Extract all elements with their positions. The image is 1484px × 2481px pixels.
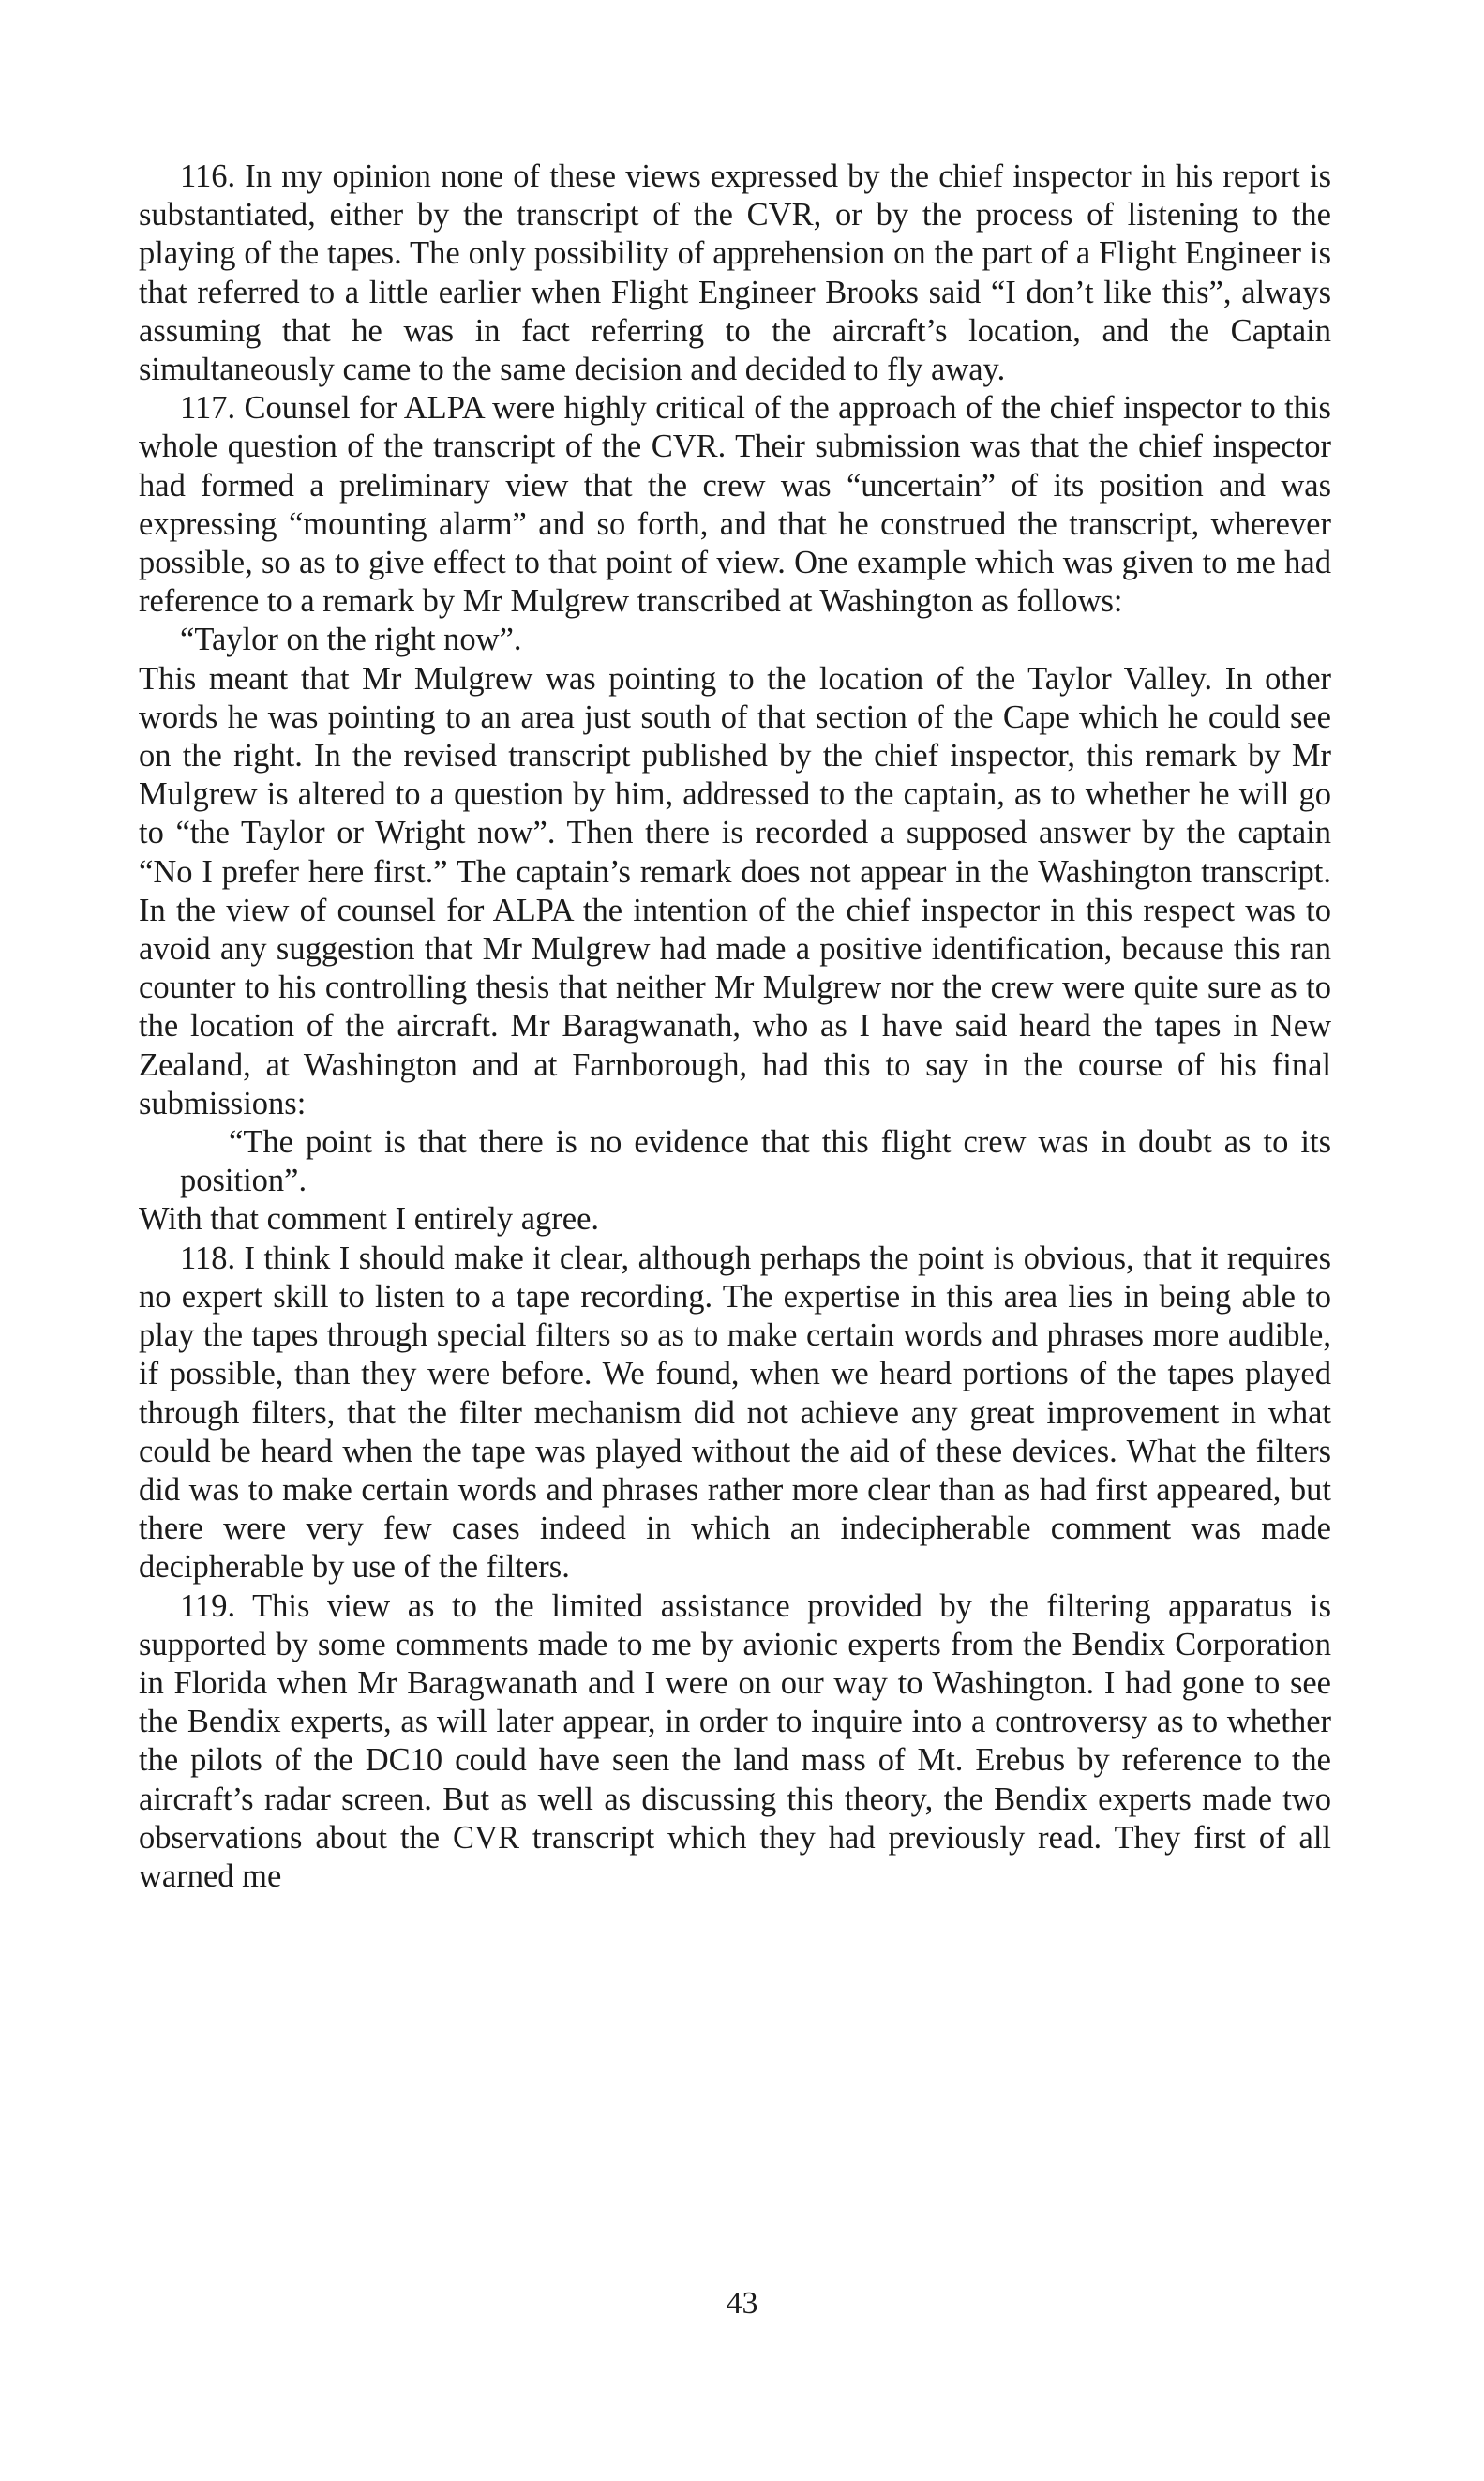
paragraph-117: 117. Counsel for ALPA were highly critical of the approach of the chief inspector to this whole question of the transcript of the CVR. Their submission was that the chief inspector had formed a preliminary view that the crew was “uncertain” of its position and was expressing “mounting alarm” and so forth, and that he construed the transcript, wherever possible, so as to give effect to that point of view. One example which was given to me had reference to a remark by Mr Mulgrew transcribed at Washington as follows: <box>139 390 1331 620</box>
paragraph-119: 119. This view as to the limited assistance provided by the filtering apparatus is supported by some comments made to me by avionic experts from the Bendix Corporation in Florida when Mr Baragwanath and I were on our way to Washington. I had gone to see the Bendix experts, as will later appear, in order to inquire into a controversy as to whether the pilots of the DC10 could have seen the land mass of Mt. Erebus by reference to the aircraft’s radar screen. But as well as discussing this theory, the Bendix experts made two observations about the CVR transcript which they had previously read. They first of all warned me <box>139 1587 1331 1894</box>
block-quote: “The point is that there is no evidence that this flight crew was in doubt as to its position”. <box>180 1124 1331 1199</box>
paragraph-117-continuation: This meant that Mr Mulgrew was pointing to the location of the Taylor Valley. In other words he was pointing to an area just south of that section of the Cape which he could see on the right. In the revised transcript published by the chief inspector, this remark by Mr Mulgrew is altered to a question by him, addressed to the captain, as to whether he will go to “the Taylor or Wright now”. Then there is recorded a supposed answer by the captain “No I prefer here first.” The captain’s remark does not appear in the Washington transcript. In the view of counsel for ALPA the intention of the chief inspector in this respect was to avoid any suggestion that Mr Mulgrew had made a positive identification, because this ran counter to his controlling thesis that neither Mr Mulgrew nor the crew were quite sure as to the location of the aircraft. Mr Baragwanath, who as I have said heard the tapes in New Zealand, at Washington and at Farnborough, had this to say in the course of his final submissions: <box>139 660 1331 1121</box>
page-number: 43 <box>726 2286 758 2321</box>
paragraph-118: 118. I think I should make it clear, although perhaps the point is obvious, that it requires no expert skill to listen to a tape recording. The expertise in this area lies in being able to play the tapes through special filters so as to make certain words and phrases more audible, if possible, than they were before. We found, when we heard portions of the tapes played through filters, that the filter mechanism did not achieve any great improvement in what could be heard when the tape was played without the aid of these devices. What the filters did was to make certain words and phrases rather more clear than as had first appeared, but there were very few cases indeed in which an indecipherable comment was made decipherable by use of the filters. <box>139 1240 1331 1586</box>
page-body <box>139 158 1331 1896</box>
quote-taylor: “Taylor on the right now”. <box>180 622 522 658</box>
agreement-line: With that comment I entirely agree. <box>139 1201 600 1238</box>
paragraph-116: 116. In my opinion none of these views expressed by the chief inspector in his report is substantiated, either by the transcript of the CVR, or by the process of listening to the playing of the tapes. The only possibility of apprehension on the part of a Flight Engineer is that referred to a little earlier when Flight Engineer Brooks said “I don’t like this”, always assuming that he was in fact referring to the aircraft’s location, and the Captain simultaneously came to the same decision and decided to fly away. <box>139 158 1331 388</box>
